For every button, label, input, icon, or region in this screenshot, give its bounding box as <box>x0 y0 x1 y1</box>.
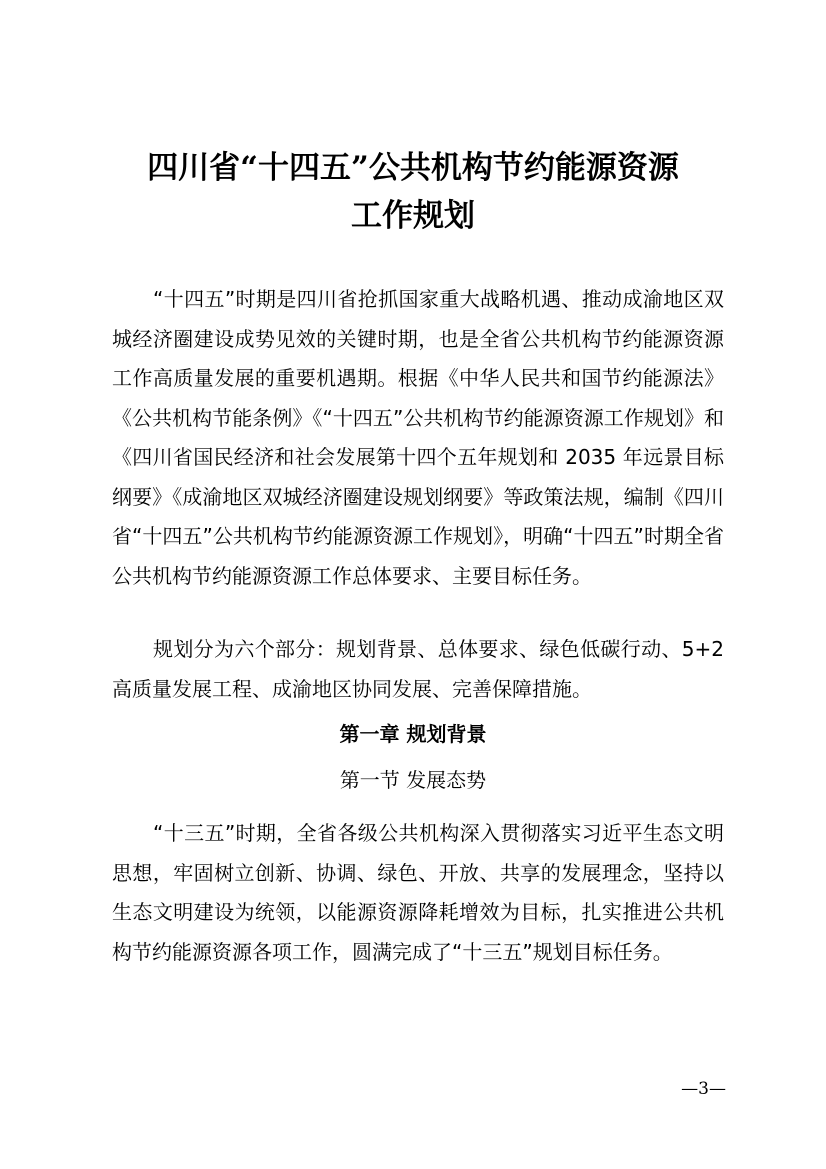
intro-paragraph: “十四五”时期是四川省抢抓国家重大战略机遇、推动成渝地区双城经济圈建设成势见效的关键时期，也是全省公共机构节约能源资源工作高质量发展的重要机遇期。根据《中华人民共和国节约能源法》《公共机构节能条例》《“十四五”公共机构节约能源资源工作规划》和《四川省国民经济和社会发展第十四个五年规划和 2035 年远景目标纲要》《成渝地区双城经济圈建设规划纲要》等政策法规，编制《四川省“十四五”公共机构节约能源资源工作规划》，明确“十四五”时期全省公共机构节约能源资源工作总体要求、主要目标任务。 <box>112 287 724 588</box>
section-heading: 第一节 发展态势 <box>339 768 487 792</box>
chapter-heading: 第一章 规划背景 <box>339 722 487 746</box>
document-title-line-1: 四川省“十四五”公共机构节约能源资源 <box>147 150 679 186</box>
section-paragraph: “十三五”时期，全省各级公共机构深入贯彻落实习近平生态文明思想，牢固树立创新、协调、绿色、开放、共享的发展理念，坚持以生态文明建设为统领，以能源资源降耗增效为目标，扎实推进公共机构节约能源资源各项工作，圆满完成了“十三五”规划目标任务。 <box>112 821 724 964</box>
page-number: —3— <box>681 1079 726 1099</box>
structure-paragraph: 规划分为六个部分：规划背景、总体要求、绿色低碳行动、5+2 高质量发展工程、成渝地区协同发展、完善保障措施。 <box>112 637 724 701</box>
document-title-line-2: 工作规划 <box>351 198 475 234</box>
